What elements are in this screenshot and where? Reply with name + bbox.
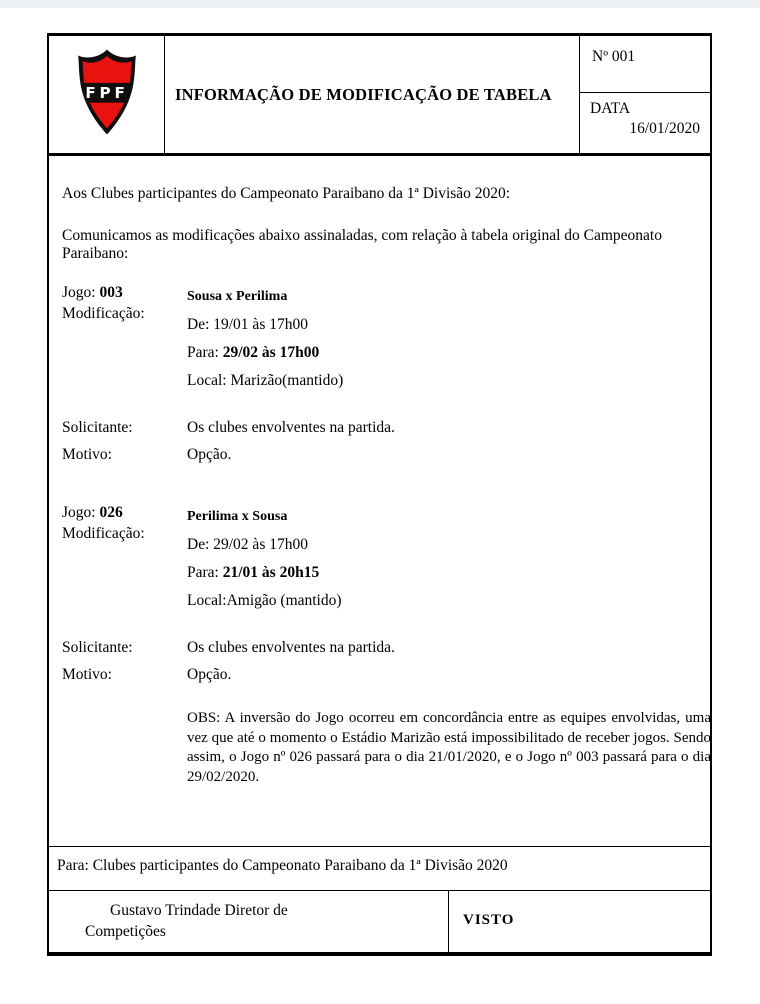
game2-labels bbox=[62, 502, 145, 544]
game2-solicitante-value: Os clubes envolventes na partida. bbox=[187, 639, 395, 656]
logo-cell bbox=[49, 36, 165, 153]
game1-solicitante-label: Solicitante: bbox=[62, 419, 133, 436]
date-label: DATA bbox=[590, 100, 631, 117]
game1-labels bbox=[62, 282, 145, 324]
document-number: Nº 001 bbox=[580, 36, 710, 93]
game1-local: Local: Marizão(mantido) bbox=[187, 372, 344, 389]
signer-name-line: Gustavo Trindade Diretor de bbox=[110, 902, 288, 919]
modification-notice-document bbox=[47, 33, 712, 956]
game2-request-info bbox=[62, 637, 395, 685]
intro-line-2: Comunicamos as modificações abaixo assinaladas, com relação à tabela original do Campeonato Paraibano: bbox=[62, 227, 662, 262]
game2-modification-label: Modificação: bbox=[62, 525, 145, 542]
fpf-shield-logo bbox=[69, 46, 145, 138]
game1-request-info bbox=[62, 417, 395, 465]
game1-to-value: 29/02 às 17h00 bbox=[222, 344, 320, 361]
signer-title-line: Competições bbox=[85, 923, 166, 940]
game2-to: Para: 21/01 às 20h15 bbox=[187, 564, 320, 581]
game1-details bbox=[187, 283, 343, 395]
game1-match: Sousa x Perilima bbox=[187, 289, 288, 304]
date-value: 16/01/2020 bbox=[629, 120, 700, 137]
game1-modification-label: Modificação: bbox=[62, 305, 145, 322]
visto-cell bbox=[449, 891, 710, 952]
game2-details bbox=[187, 503, 342, 615]
document-header bbox=[49, 36, 710, 156]
game2-local: Local:Amigão (mantido) bbox=[187, 592, 342, 609]
game1-number-line: Jogo: 003 bbox=[62, 284, 123, 301]
game1-to: Para: 29/02 às 17h00 bbox=[187, 344, 320, 361]
game2-number: 026 bbox=[99, 504, 123, 521]
intro-line-1: Aos Clubes participantes do Campeonato Paraibano da 1ª Divisão 2020: bbox=[62, 185, 511, 202]
game2-from: De: 29/02 às 17h00 bbox=[187, 536, 308, 553]
game1-from: De: 19/01 às 17h00 bbox=[187, 316, 308, 333]
game1-motivo-label: Motivo: bbox=[62, 446, 112, 463]
game2-solicitante-label: Solicitante: bbox=[62, 639, 133, 656]
signer-cell bbox=[49, 891, 449, 952]
browser-top-strip bbox=[0, 0, 760, 8]
obs-paragraph: OBS: A inversão do Jogo ocorreu em concordância entre as equipes envolvidas, uma vez que até o momento o Estádio Marizão está impossibilitado de receber jogos. Sendo assim, o Jogo nº 026 passará para o dia 21/01/2020, e o Jogo nº 003 passará para o dia 29/02/2020. bbox=[187, 710, 711, 785]
game1-solicitante-value: Os clubes envolventes na partida. bbox=[187, 419, 395, 436]
visto-label: VISTO bbox=[463, 912, 515, 928]
logo-text: FPF bbox=[84, 84, 129, 103]
game2-to-value: 21/01 às 20h15 bbox=[222, 564, 320, 581]
document-title: INFORMAÇÃO DE MODIFICAÇÃO DE TABELA bbox=[165, 36, 580, 153]
game2-motivo-value: Opção. bbox=[187, 666, 232, 683]
header-meta bbox=[580, 36, 710, 153]
game1-number: 003 bbox=[99, 284, 123, 301]
game1-motivo-value: Opção. bbox=[187, 446, 232, 463]
game2-motivo-label: Motivo: bbox=[62, 666, 112, 683]
document-body bbox=[49, 156, 710, 846]
signature-row bbox=[49, 890, 710, 952]
game2-number-line: Jogo: 026 bbox=[62, 504, 123, 521]
addressee-row: Para: Clubes participantes do Campeonato Paraibano da 1ª Divisão 2020 bbox=[49, 846, 710, 890]
date-cell bbox=[580, 93, 710, 153]
game2-match: Perilima x Sousa bbox=[187, 509, 288, 524]
